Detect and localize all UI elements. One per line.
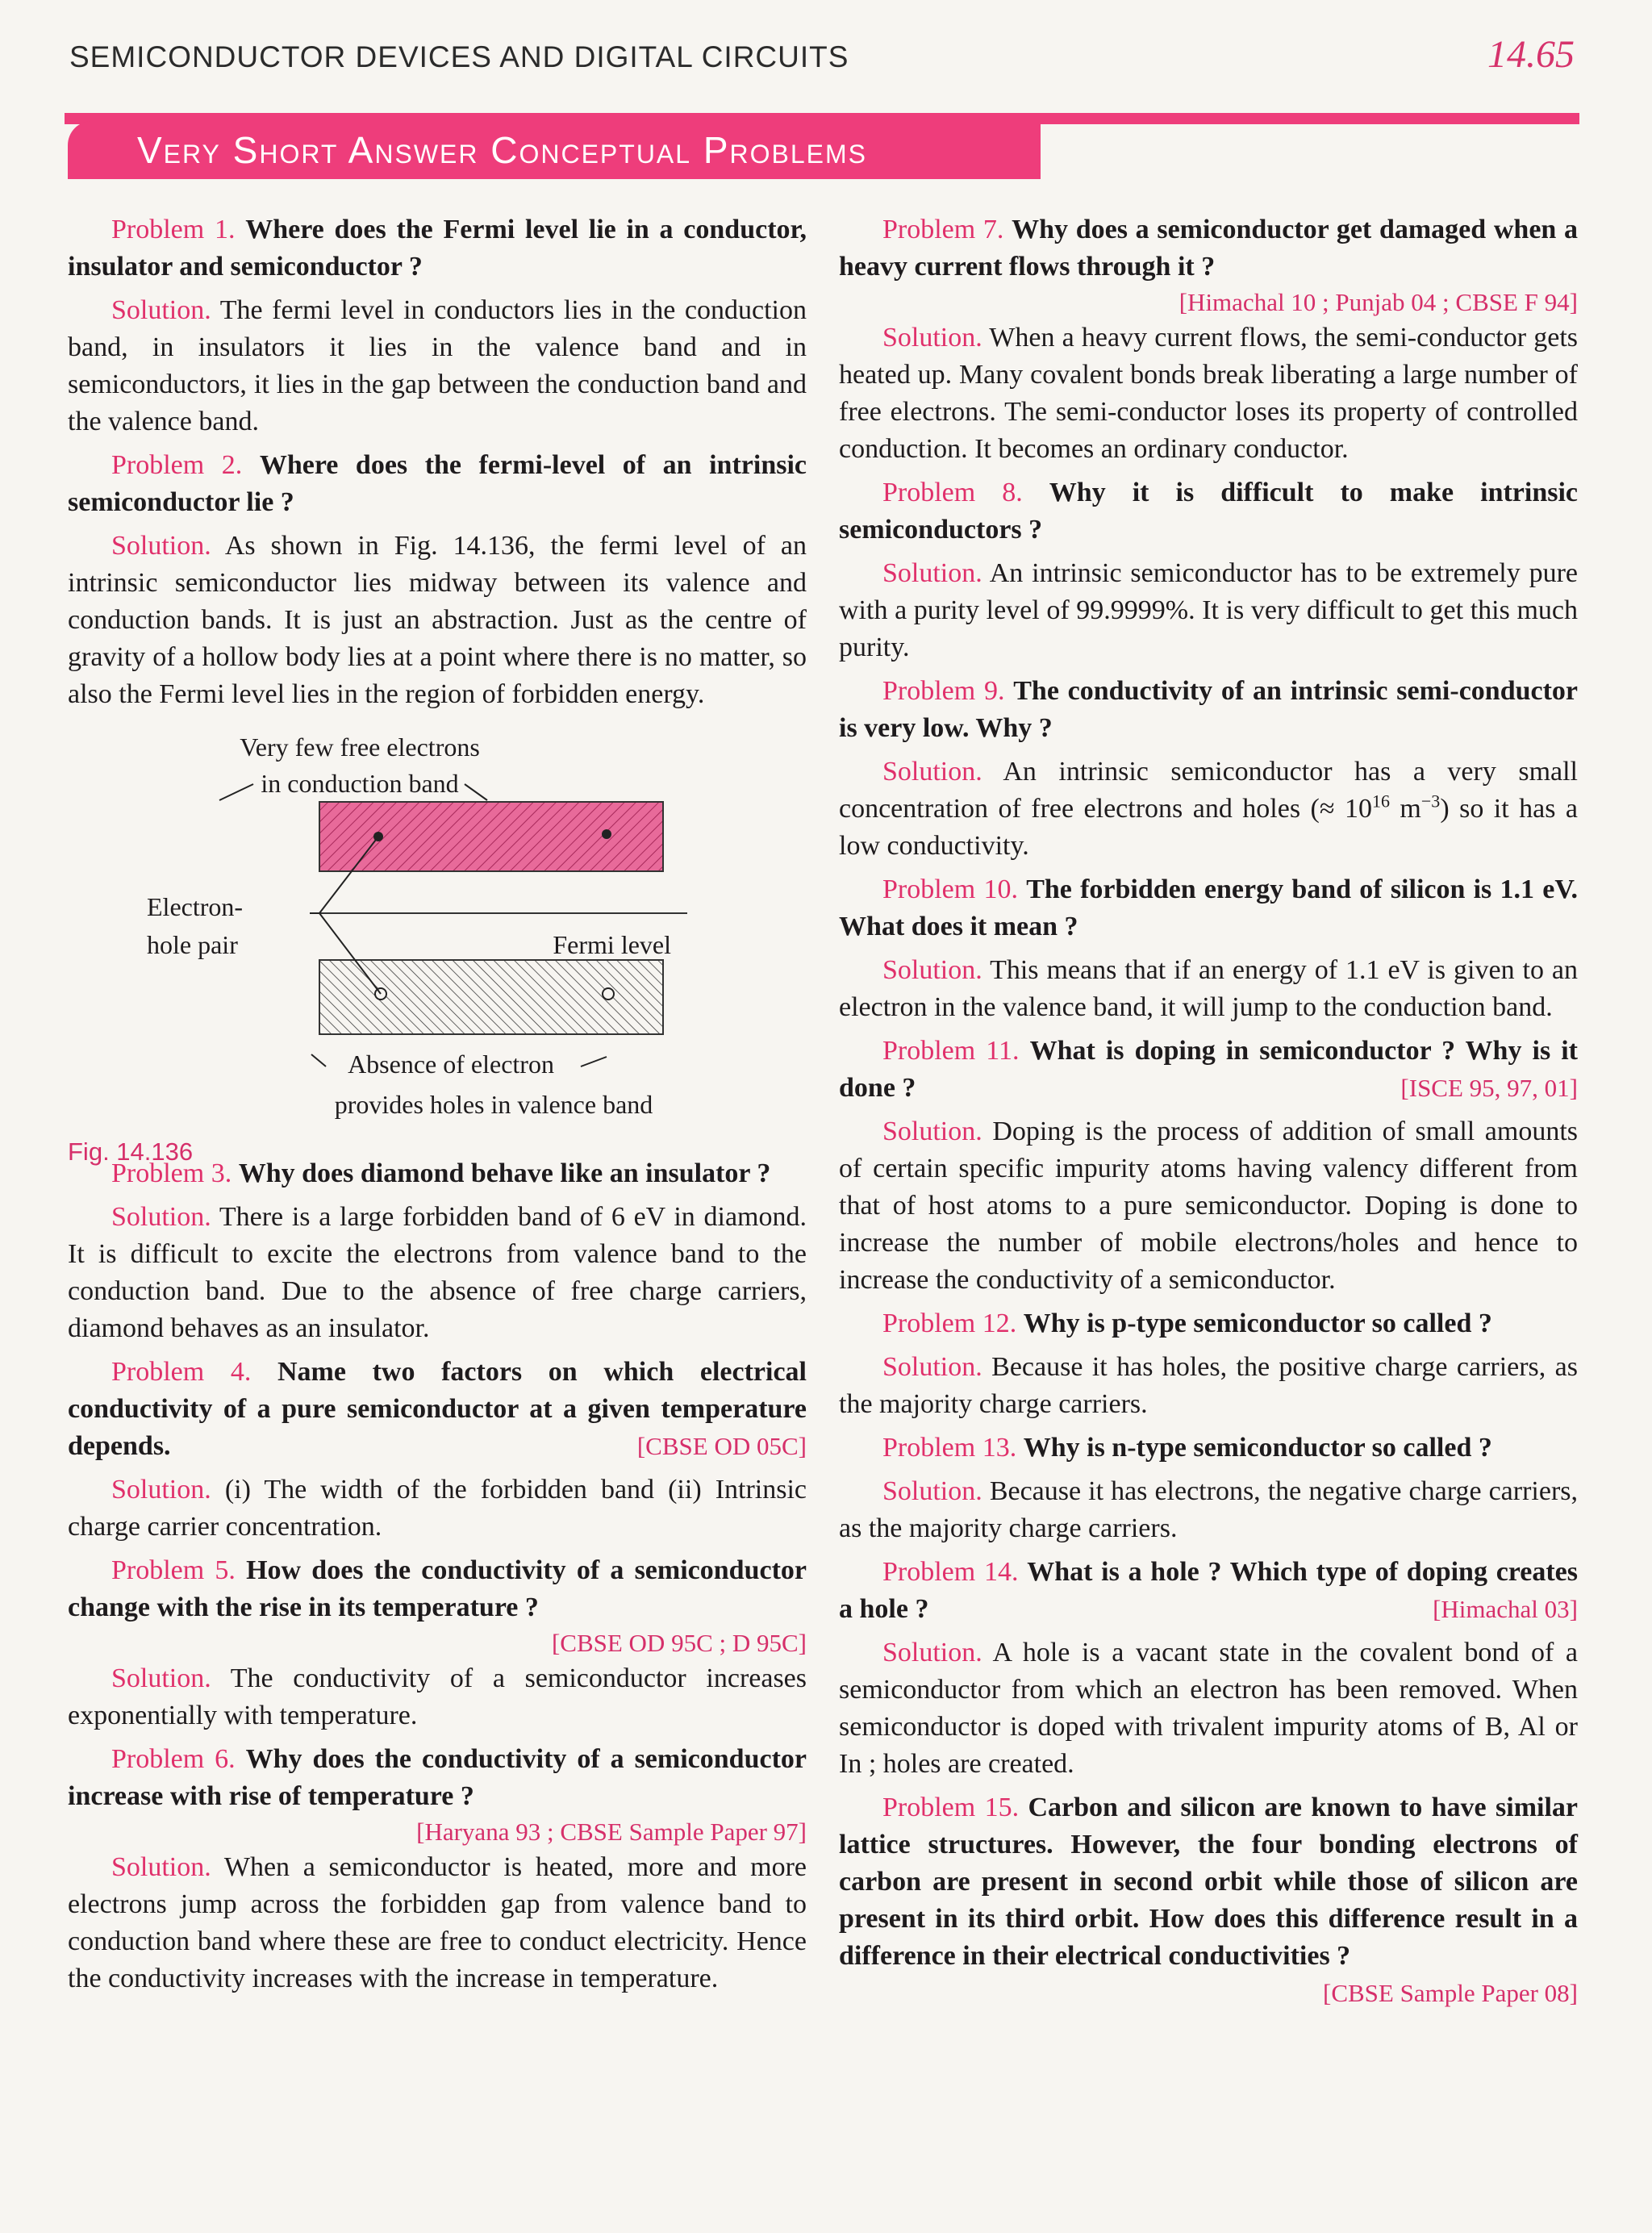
problem-question: Problem 3. Why does diamond behave like an insulator ? (111, 1158, 771, 1188)
exam-reference: [ISCE 95, 97, 01] (1400, 1074, 1578, 1102)
problem-solution: Solution. A hole is a vacant state in the covalent bond of a semiconductor from which an electron has been removed. When semiconductor is doped with trivalent impurity atoms of B, Al or In ; holes are created. (839, 1638, 1579, 1779)
problem-question: Problem 13. Why is n-type semiconductor so called ? (882, 1433, 1492, 1463)
hole-circle (603, 988, 614, 1000)
exam-reference: [Himachal 10 ; Punjab 04 ; CBSE F 94] (1179, 288, 1578, 316)
exam-reference: [Haryana 93 ; CBSE Sample Paper 97] (416, 1818, 807, 1846)
problem-question: Problem 11. What is doping in semiconductor ? Why is it done ? [ISCE 95, 97, 01] (839, 1033, 1578, 1107)
band-diagram (68, 720, 807, 1123)
problem-solution: Solution. The conductivity of a semiconductor increases exponentially with temperature. (68, 1663, 807, 1730)
problem-question: Problem 4. Name two factors on which electrical conductivity of a pure semiconductor at a given temperature depends. [CBSE OD 05C] (68, 1354, 807, 1465)
problem-question: Problem 12. Why is p-type semiconductor so called ? (882, 1308, 1492, 1338)
arrow-top-right (465, 784, 487, 800)
label-left-2: hole pair (147, 930, 238, 959)
label-left-1: Electron- (147, 892, 244, 921)
label-bottom-2: provides holes in valence band (334, 1090, 653, 1119)
problem-solution: Solution. Because it has holes, the positive charge carriers, as the majority charge carriers. (839, 1352, 1578, 1419)
problem-solution: Solution. This means that if an energy of 1.1 eV is given to an electron in the valence band, it will jump to the conduction band. (839, 955, 1578, 1022)
arrow-bottom-left (311, 1054, 326, 1066)
problem-question: Problem 8. Why it is difficult to make intrinsic semiconductors ? (839, 478, 1579, 545)
label-top-2: in conduction band (261, 769, 459, 798)
label-fermi: Fermi level (553, 930, 671, 959)
exam-reference: [CBSE Sample Paper 08] (1323, 1979, 1578, 2007)
exam-reference: [CBSE OD 95C ; D 95C] (551, 1629, 807, 1657)
problem-question: Problem 6. Why does the conductivity of a semiconductor increase with rise of temperature ? (68, 1744, 807, 1811)
problem-solution: Solution. Doping is the process of addition of small amounts of certain specific impurity atoms having valency different from that of host atoms to a pure semiconductor. Doping is done to increase the number of mobile electrons/holes and hence to increase the conductivity of a semiconductor. (839, 1116, 1579, 1295)
problem-question: Problem 14. What is a hole ? Which type of doping creates a hole ? [Himachal 03] (839, 1554, 1578, 1628)
page-number: 14.65 (1487, 33, 1575, 76)
problem-question: Problem 10. The forbidden energy band of silicon is 1.1 eV. What does it mean ? (839, 874, 1579, 941)
figure-caption: Fig. 14.136 (68, 1137, 194, 1166)
problem-solution: Solution. An intrinsic semiconductor has a very small concentration of free electrons and holes (≈ $10^{16}$ $m^{-3}$) so it has a low conductivity. (839, 757, 1579, 861)
problem-question: Problem 9. The conductivity of an intrinsic semi-conductor is very low. Why ? (839, 676, 1579, 743)
left-column (68, 211, 807, 2004)
problem-solution: Solution. There is a large forbidden band of 6 eV in diamond. It is difficult to excite the electrons from valence band to the conduction band. Due to the absence of free charge carriers, diamond behaves as an insulator. (68, 1202, 807, 1343)
problem-question: Problem 1. Where does the Fermi level lie in a conductor, insulator and semiconductor ? (68, 215, 807, 282)
right-column (839, 211, 1578, 2012)
conduction-band (319, 802, 663, 871)
arrow-bottom-right (581, 1057, 607, 1066)
problem-question: Problem 15. Carbon and silicon are known to have similar lattice structures. However, the four bonding electrons of carbon are present in second orbit while those of silicon are present in its third orbit. How does this difference result in a difference in their electrical conductivities ? [CBSE Sample Paper 08] (839, 1789, 1578, 1975)
label-bottom-1: Absence of electron (348, 1050, 554, 1079)
problem-solution: Solution. As shown in Fig. 14.136, the fermi level of an intrinsic semiconductor lies midway between its valence and conduction bands. It is just an abstraction. Just as the centre of gravity of a hollow body lies at a point where there is no matter, so also the Fermi level lies in the region of forbidden energy. (68, 531, 807, 709)
section-banner: Very Short Answer Conceptual Problems (121, 121, 1041, 179)
exam-reference: [CBSE OD 05C] (636, 1432, 807, 1460)
label-top-1: Very few free electrons (240, 733, 480, 762)
running-head: SEMICONDUCTOR DEVICES AND DIGITAL CIRCUITS (69, 40, 849, 73)
problem-solution: Solution. An intrinsic semiconductor has to be extremely pure with a purity level of 99.9999%. It is very difficult to get this much purity. (839, 558, 1579, 662)
arrow-top-left (219, 784, 253, 800)
problem-question: Problem 5. How does the conductivity of a semiconductor change with the rise in its temperature ? (68, 1555, 807, 1622)
problem-solution: Solution. (i) The width of the forbidden band (ii) Intrinsic charge carrier concentration. (68, 1475, 807, 1542)
problem-solution: Solution. When a semiconductor is heated, more and more electrons jump across the forbidden gap from valence band to conduction band where these are free to conduct electricity. Hence the conductivity increases with the increase in temperature. (68, 1852, 807, 1993)
problem-solution: Solution. Because it has electrons, the negative charge carriers, as the majority charge carriers. (839, 1476, 1579, 1543)
problem-question: Problem 7. Why does a semiconductor get damaged when a heavy current flows through it ? (839, 215, 1579, 282)
problem-question: Problem 2. Where does the fermi-level of an intrinsic semiconductor lie ? (68, 450, 807, 517)
free-electron-dot (602, 829, 611, 839)
banner-tab (68, 121, 123, 179)
band-diagram-figure (68, 720, 807, 1166)
problem-solution: Solution. The fermi level in conductors lies in the conduction band, in insulators it lies in the valence band and in semiconductors, it lies in the gap between the conduction band and the valence band. (68, 295, 807, 436)
problem-solution: Solution. When a heavy current flows, the semi-conductor gets heated up. Many covalent bonds break liberating a large number of free electrons. The semi-conductor loses its property of controlled conduction. It becomes an ordinary conductor. (839, 323, 1578, 464)
exam-reference: [Himachal 03] (1433, 1595, 1578, 1623)
